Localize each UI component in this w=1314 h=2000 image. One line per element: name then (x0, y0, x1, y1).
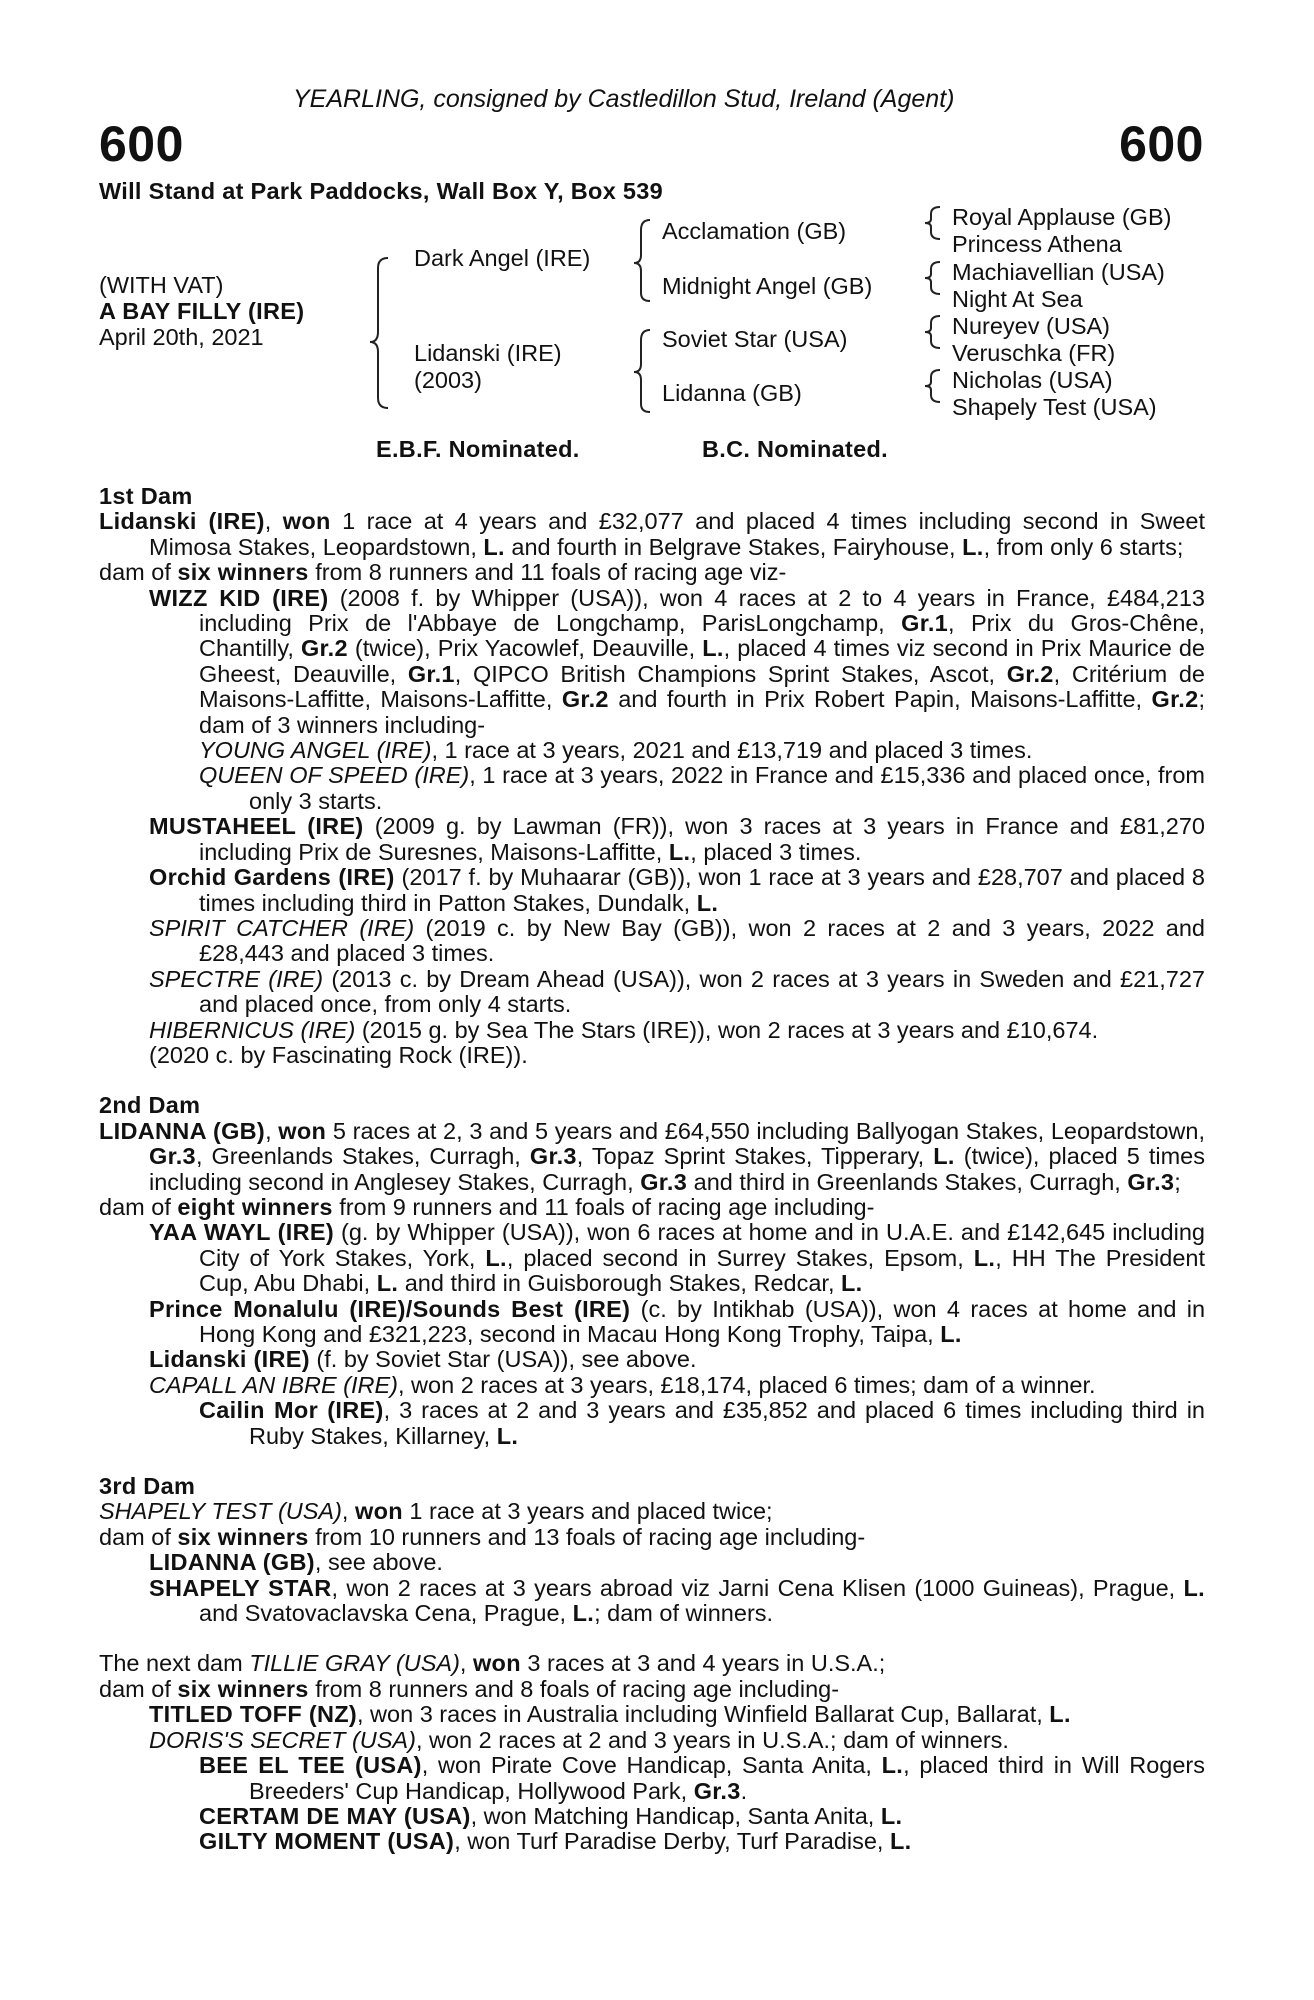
produce-2020-colt: (2020 c. by Fascinating Rock (IRE)). (149, 1041, 528, 1068)
grand-produce-cailin-mor: Cailin Mor (IRE), 3 races at 2 and 3 years and £35,852 and placed 6 times including third in Ruby Stakes, Killarney, L. (199, 1397, 1205, 1449)
pedigree-gg-4: Night At Sea (952, 286, 1083, 312)
produce-titled-toff: TITLED TOFF (NZ), won 3 races in Australia including Winfield Ballarat Cup, Ballarat, L. (149, 1701, 1071, 1728)
grand-produce-certam-de-may: CERTAM DE MAY (USA), won Matching Handicap, Santa Anita, L. (199, 1802, 903, 1829)
grand-produce-queen-of-speed: QUEEN OF SPEED (IRE), 1 race at 3 years, 2022 in France and £15,336 and placed once, from only 3 starts. (199, 762, 1205, 814)
pedigree-sire-dam: Midnight Angel (GB) (662, 273, 873, 299)
second-dam-heading: 2nd Dam (99, 1092, 201, 1119)
pedigree-dam-dam: Lidanna (GB) (662, 380, 802, 406)
pedigree-gg-3: Machiavellian (USA) (952, 259, 1165, 285)
first-dam-produce-summary: dam of six winners from 8 runners and 11 foals of racing age viz- (99, 559, 787, 586)
pedigree-sire: Dark Angel (IRE) (414, 245, 591, 271)
produce-capall-an-ibre: CAPALL AN IBRE (IRE), won 2 races at 3 years, £18,174, placed 6 times; dam of a winner. (149, 1371, 1096, 1398)
first-dam-entry: Lidanski (IRE), won 1 race at 4 years and £32,077 and placed 4 times including second in Sweet Mimosa Stakes, Leopardstown, L. and fourth in Belgrave Stakes, Fairyhouse, L., from only 6 starts; (99, 508, 1206, 560)
horse-dob: April 20th, 2021 (99, 324, 264, 350)
next-dam-entry: The next dam TILLIE GRAY (USA), won 3 races at 3 and 4 years in U.S.A.; (99, 1650, 886, 1677)
pedigree-gg-1: Royal Applause (GB) (952, 204, 1172, 230)
third-dam-produce-summary: dam of six winners from 10 runners and 13 foals of racing age including- (99, 1523, 866, 1550)
produce-doriss-secret: DORIS'S SECRET (USA), won 2 races at 2 and 3 years in U.S.A.; dam of winners. (149, 1726, 1009, 1753)
produce-shapely-star: SHAPELY STAR, won 2 races at 3 years abroad viz Jarni Cena Klisen (1000 Guineas), Prague, L. and Svatovaclavska Cena, Prague, L.; dam of winners. (149, 1574, 1205, 1627)
pedigree-dam-sire: Soviet Star (USA) (662, 326, 848, 352)
ebf-nomination: E.B.F. Nominated. (376, 436, 580, 462)
next-dam-produce-summary: dam of six winners from 8 runners and 8 foals of racing age including- (99, 1675, 840, 1702)
consignor-line: YEARLING, consigned by Castledillon Stud, Ireland (Agent) (293, 85, 955, 113)
produce-lidanski: Lidanski (IRE) (f. by Soviet Star (USA)), see above. (149, 1346, 697, 1373)
lot-number-left: 600 (99, 116, 184, 172)
vat-note: (WITH VAT) (99, 272, 224, 298)
grand-produce-bee-el-tee: BEE EL TEE (USA), won Pirate Cove Handicap, Santa Anita, L., placed third in Will Rogers Breeders' Cup Handicap, Hollywood Park, Gr.3. (199, 1752, 1205, 1804)
lot-number-right: 600 (1119, 116, 1204, 172)
produce-mustaheel: MUSTAHEEL (IRE) (2009 g. by Lawman (FR)), won 3 races at 3 years in France and £81,270 including Prix de Suresnes, Maisons-Laffitte, L., placed 3 times. (149, 813, 1205, 865)
pedigree-dam: Lidanski (IRE) (414, 340, 562, 366)
grand-produce-gilty-moment: GILTY MOMENT (USA), won Turf Paradise Derby, Turf Paradise, L. (199, 1828, 912, 1855)
produce-yaa-wayl: YAA WAYL (IRE) (g. by Whipper (USA)), won 6 races at home and in U.A.E. and £142,645 including City of York Stakes, York, L., placed second in Surrey Stakes, Epsom, L., HH The President Cup, Abu Dhabi, L. and third in Guisborough Stakes, Redcar, L. (149, 1219, 1206, 1297)
pedigree-gg-6: Veruschka (FR) (952, 340, 1116, 366)
produce-spirit-catcher: SPIRIT CATCHER (IRE) (2019 c. by New Bay (GB)), won 2 races at 2 and 3 years, 2022 and £28,443 and placed 3 times. (149, 914, 1205, 967)
pedigree-gg-5: Nureyev (USA) (952, 313, 1111, 339)
second-dam-entry: LIDANNA (GB), won 5 races at 2, 3 and 5 years and £64,550 including Ballyogan Stakes, Leopardstown, Gr.3, Greenlands Stakes, Curragh, Gr.3, Topaz Sprint Stakes, Tipperary, L. (twice), placed 5 times including second in Anglesey Stakes, Curragh, Gr.3 and third in Greenlands Stakes, Curragh, Gr.3; (99, 1117, 1205, 1195)
third-dam-entry: SHAPELY TEST (USA), won 1 race at 3 years and placed twice; (99, 1498, 773, 1525)
pedigree-gg-7: Nicholas (USA) (952, 367, 1113, 393)
pedigree-gg-2: Princess Athena (952, 231, 1122, 257)
pedigree-sire-sire: Acclamation (GB) (662, 218, 847, 244)
stand-location: Will Stand at Park Paddocks, Wall Box Y, Box 539 (99, 178, 664, 204)
produce-wizz-kid: WIZZ KID (IRE) (2008 f. by Whipper (USA)), won 4 races at 2 to 4 years in France, £484,213 including Prix de l'Abbaye de Longchamp, ParisLongchamp, Gr.1, Prix du Gros-Chêne, Chantilly, Gr.2 (twice), Prix Yacowlef, Deauville, L., placed 4 times viz second in Prix Maurice de Gheest, Deauville, Gr.1, QIPCO British Champions Sprint Stakes, Ascot, Gr.2, Critérium de Maisons-Laffitte, Maisons-Laffitte, Gr.2 and fourth in Prix Robert Papin, Maisons-Laffitte, Gr.2; dam of 3 winners including- (149, 584, 1205, 738)
produce-spectre: SPECTRE (IRE) (2013 c. by Dream Ahead (USA)), won 2 races at 3 years in Sweden and £21,727 and placed once, from only 4 starts. (149, 965, 1205, 1018)
first-dam-heading: 1st Dam (99, 483, 193, 509)
family-details (99, 484, 1205, 1855)
produce-lidanna: LIDANNA (GB), see above. (149, 1549, 443, 1576)
pedigree-gg-8: Shapely Test (USA) (952, 394, 1157, 420)
second-dam-produce-summary: dam of eight winners from 9 runners and 11 foals of racing age including- (99, 1193, 875, 1220)
third-dam-heading: 3rd Dam (99, 1473, 196, 1500)
first-dam-name: Lidanski (IRE) (99, 508, 265, 535)
bc-nomination: B.C. Nominated. (702, 436, 888, 462)
produce-hibernicus: HIBERNICUS (IRE) (2015 g. by Sea The Stars (IRE)), won 2 races at 3 years and £10,674. (149, 1016, 1099, 1043)
produce-orchid-gardens: Orchid Gardens (IRE) (2017 f. by Muhaarar (GB)), won 1 race at 3 years and £28,707 and placed 8 times including third in Patton Stakes, Dundalk, L. (149, 864, 1205, 916)
produce-prince-monalulu: Prince Monalulu (IRE)/Sounds Best (IRE) (c. by Intikhab (USA)), won 4 races at home and in Hong Kong and £321,223, second in Macau Hong Kong Trophy, Taipa, L. (149, 1295, 1206, 1347)
pedigree-dam-year: (2003) (414, 367, 482, 393)
horse-name: A BAY FILLY (IRE) (99, 298, 305, 324)
grand-produce-young-angel: YOUNG ANGEL (IRE), 1 race at 3 years, 2021 and £13,719 and placed 3 times. (199, 737, 1033, 764)
